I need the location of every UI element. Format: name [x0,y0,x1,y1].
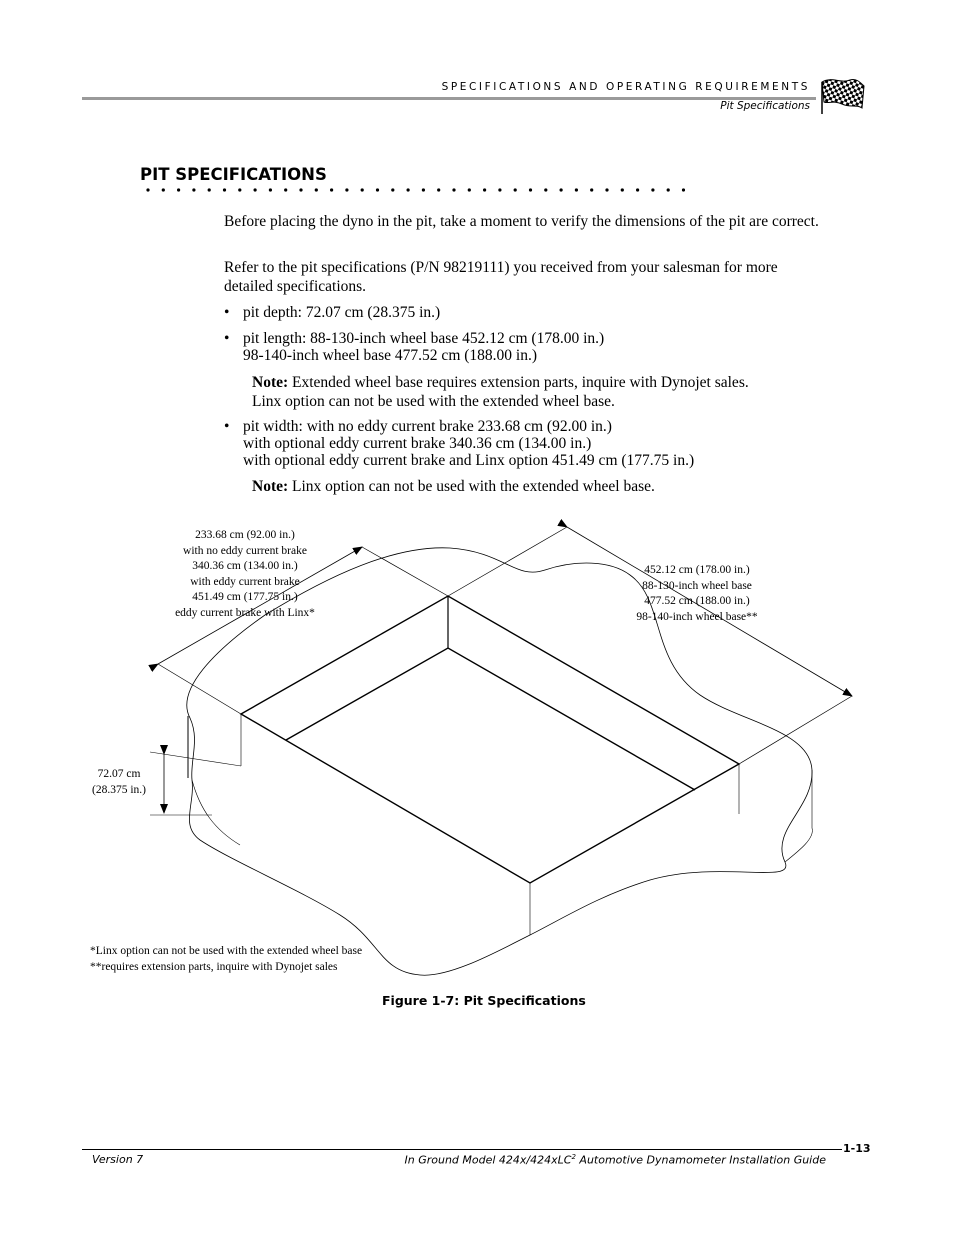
footnote-linx: *Linx option can not be used with the extended wheel base [90,945,363,957]
rule-dot [605,188,608,191]
note-label: Note: [252,478,289,495]
rule-dot [299,188,302,191]
ground-lower-edge [192,780,240,845]
width-label-line: 233.68 cm (92.00 in.) [195,529,295,541]
width-label-line: eddy current brake with Linx* [175,606,315,619]
note-extended-wheelbase [252,374,749,393]
rule-dot [682,188,685,191]
rule-dot [208,188,211,191]
width-label-line: 340.36 cm (134.00 in.) [192,560,298,573]
guide-title-main: In Ground Model 424x/424xLC [404,1153,572,1167]
note-extended-wheelbase-cont [252,393,615,412]
rule-dot [667,188,670,191]
rule-dot [361,188,364,191]
rule-dot [391,188,394,191]
intro-paragraph: Before placing the dyno in the pit, take a moment to verify the dimensions of the pit are correct. [224,213,819,230]
length-label-line: 452.12 cm (178.00 in.) [644,564,750,576]
pit-top-rim [241,596,739,883]
rule-dot [621,188,624,191]
reference-paragraph: Refer to the pit specifications (P/N 98219111) you received from your salesman for more detailed specifications. [224,259,778,295]
rule-dot [590,188,593,191]
pit-width-line-2: with optional eddy current brake 340.36 cm (134.00 in.) [243,435,592,452]
pit-length-line-1: pit length: 88-130-inch wheel base 452.12 cm (178.00 in.) [243,330,605,347]
rule-dot [284,188,287,191]
header-rule [82,97,816,100]
length-label-line: 88-130-inch wheel base [642,579,752,592]
pit-diagram [0,500,954,990]
width-extension-line-2 [362,547,448,596]
guide-title-rest: Automotive Dynamometer Installation Guide [575,1153,826,1167]
pit-length-line-2: 98-140-inch wheel base 477.52 cm (188.00 in.) [243,347,538,364]
width-dimension-label [150,528,340,622]
rule-dot [422,188,425,191]
depth-label-line: (28.375 in.) [92,783,146,796]
rule-dot [315,188,318,191]
footer-version: Version 7 [92,1153,144,1166]
figure-caption: Figure 1-7: Pit Specifications [382,993,586,1008]
length-extension-line-2 [739,696,852,764]
length-label-line: 477.52 cm (188.00 in.) [644,595,750,608]
checkered-flag-icon [818,74,868,116]
width-label-line: with eddy current brake [190,575,300,588]
pit-width-line-3: with optional eddy current brake and Linx option 451.49 cm (177.75 in.) [243,452,695,469]
rule-dot [192,188,195,191]
note-text: Linx option can not be used with the extended wheel base. [292,478,655,495]
rule-dot [223,188,226,191]
length-dimension-label [612,563,782,625]
bullet-marker: • [224,330,230,347]
rule-dot [407,188,410,191]
rule-dot [636,188,639,191]
rule-dot [498,188,501,191]
pit-width-line-1: pit width: with no eddy current brake 233.68 cm (92.00 in.) [243,418,612,435]
rule-dot [162,188,165,191]
dotted-rule [145,185,685,195]
page-number: 1-13 [843,1142,871,1155]
rule-dot [146,188,149,191]
width-label-line: 451.49 cm (177.75 in.) [192,591,298,604]
rule-dot [544,188,547,191]
rule-dot [483,188,486,191]
depth-dimension-label [80,767,158,798]
length-extension-line [448,527,567,596]
rule-dot [254,188,257,191]
rule-dot [330,188,333,191]
pit-depth-text: pit depth: 72.07 cm (28.375 in.) [243,304,441,321]
rule-dot [437,188,440,191]
section-title: PIT SPECIFICATIONS [140,165,327,184]
width-label-line: with no eddy current brake [183,544,307,557]
guide-title-superscript: 2 [571,1153,576,1161]
width-extension-line [158,664,241,714]
note-label: Note: [252,374,289,391]
pit-floor-edges [286,648,695,790]
note-linx [252,478,655,497]
rule-dot [560,188,563,191]
rule-dot [345,188,348,191]
note-text-line-1: Extended wheel base requires extension parts, inquire with Dynojet sales. [292,374,749,391]
note-text-line-2: Linx option can not be used with the extended wheel base. [252,393,615,410]
rule-dot [514,188,517,191]
rule-dot [238,188,241,191]
chapter-title: SPECIFICATIONS AND OPERATING REQUIREMENTS [441,81,810,93]
footer-rule [82,1149,842,1150]
footer-guide-title [404,1153,826,1167]
ground-right-lower-edge [785,770,812,862]
rule-dot [376,188,379,191]
rule-dot [651,188,654,191]
bullet-marker: • [224,418,230,435]
footnote-extension-parts: **requires extension parts, inquire with Dynojet sales [90,961,338,973]
rule-dot [575,188,578,191]
rule-dot [529,188,532,191]
bullet-marker: • [224,304,230,321]
rule-dot [177,188,180,191]
rule-dot [452,188,455,191]
depth-label-line: 72.07 cm [97,768,141,780]
rule-dot [269,188,272,191]
length-label-line: 98-140-inch wheel base** [636,610,758,623]
section-subtitle: Pit Specifications [720,100,810,112]
rule-dot [468,188,471,191]
